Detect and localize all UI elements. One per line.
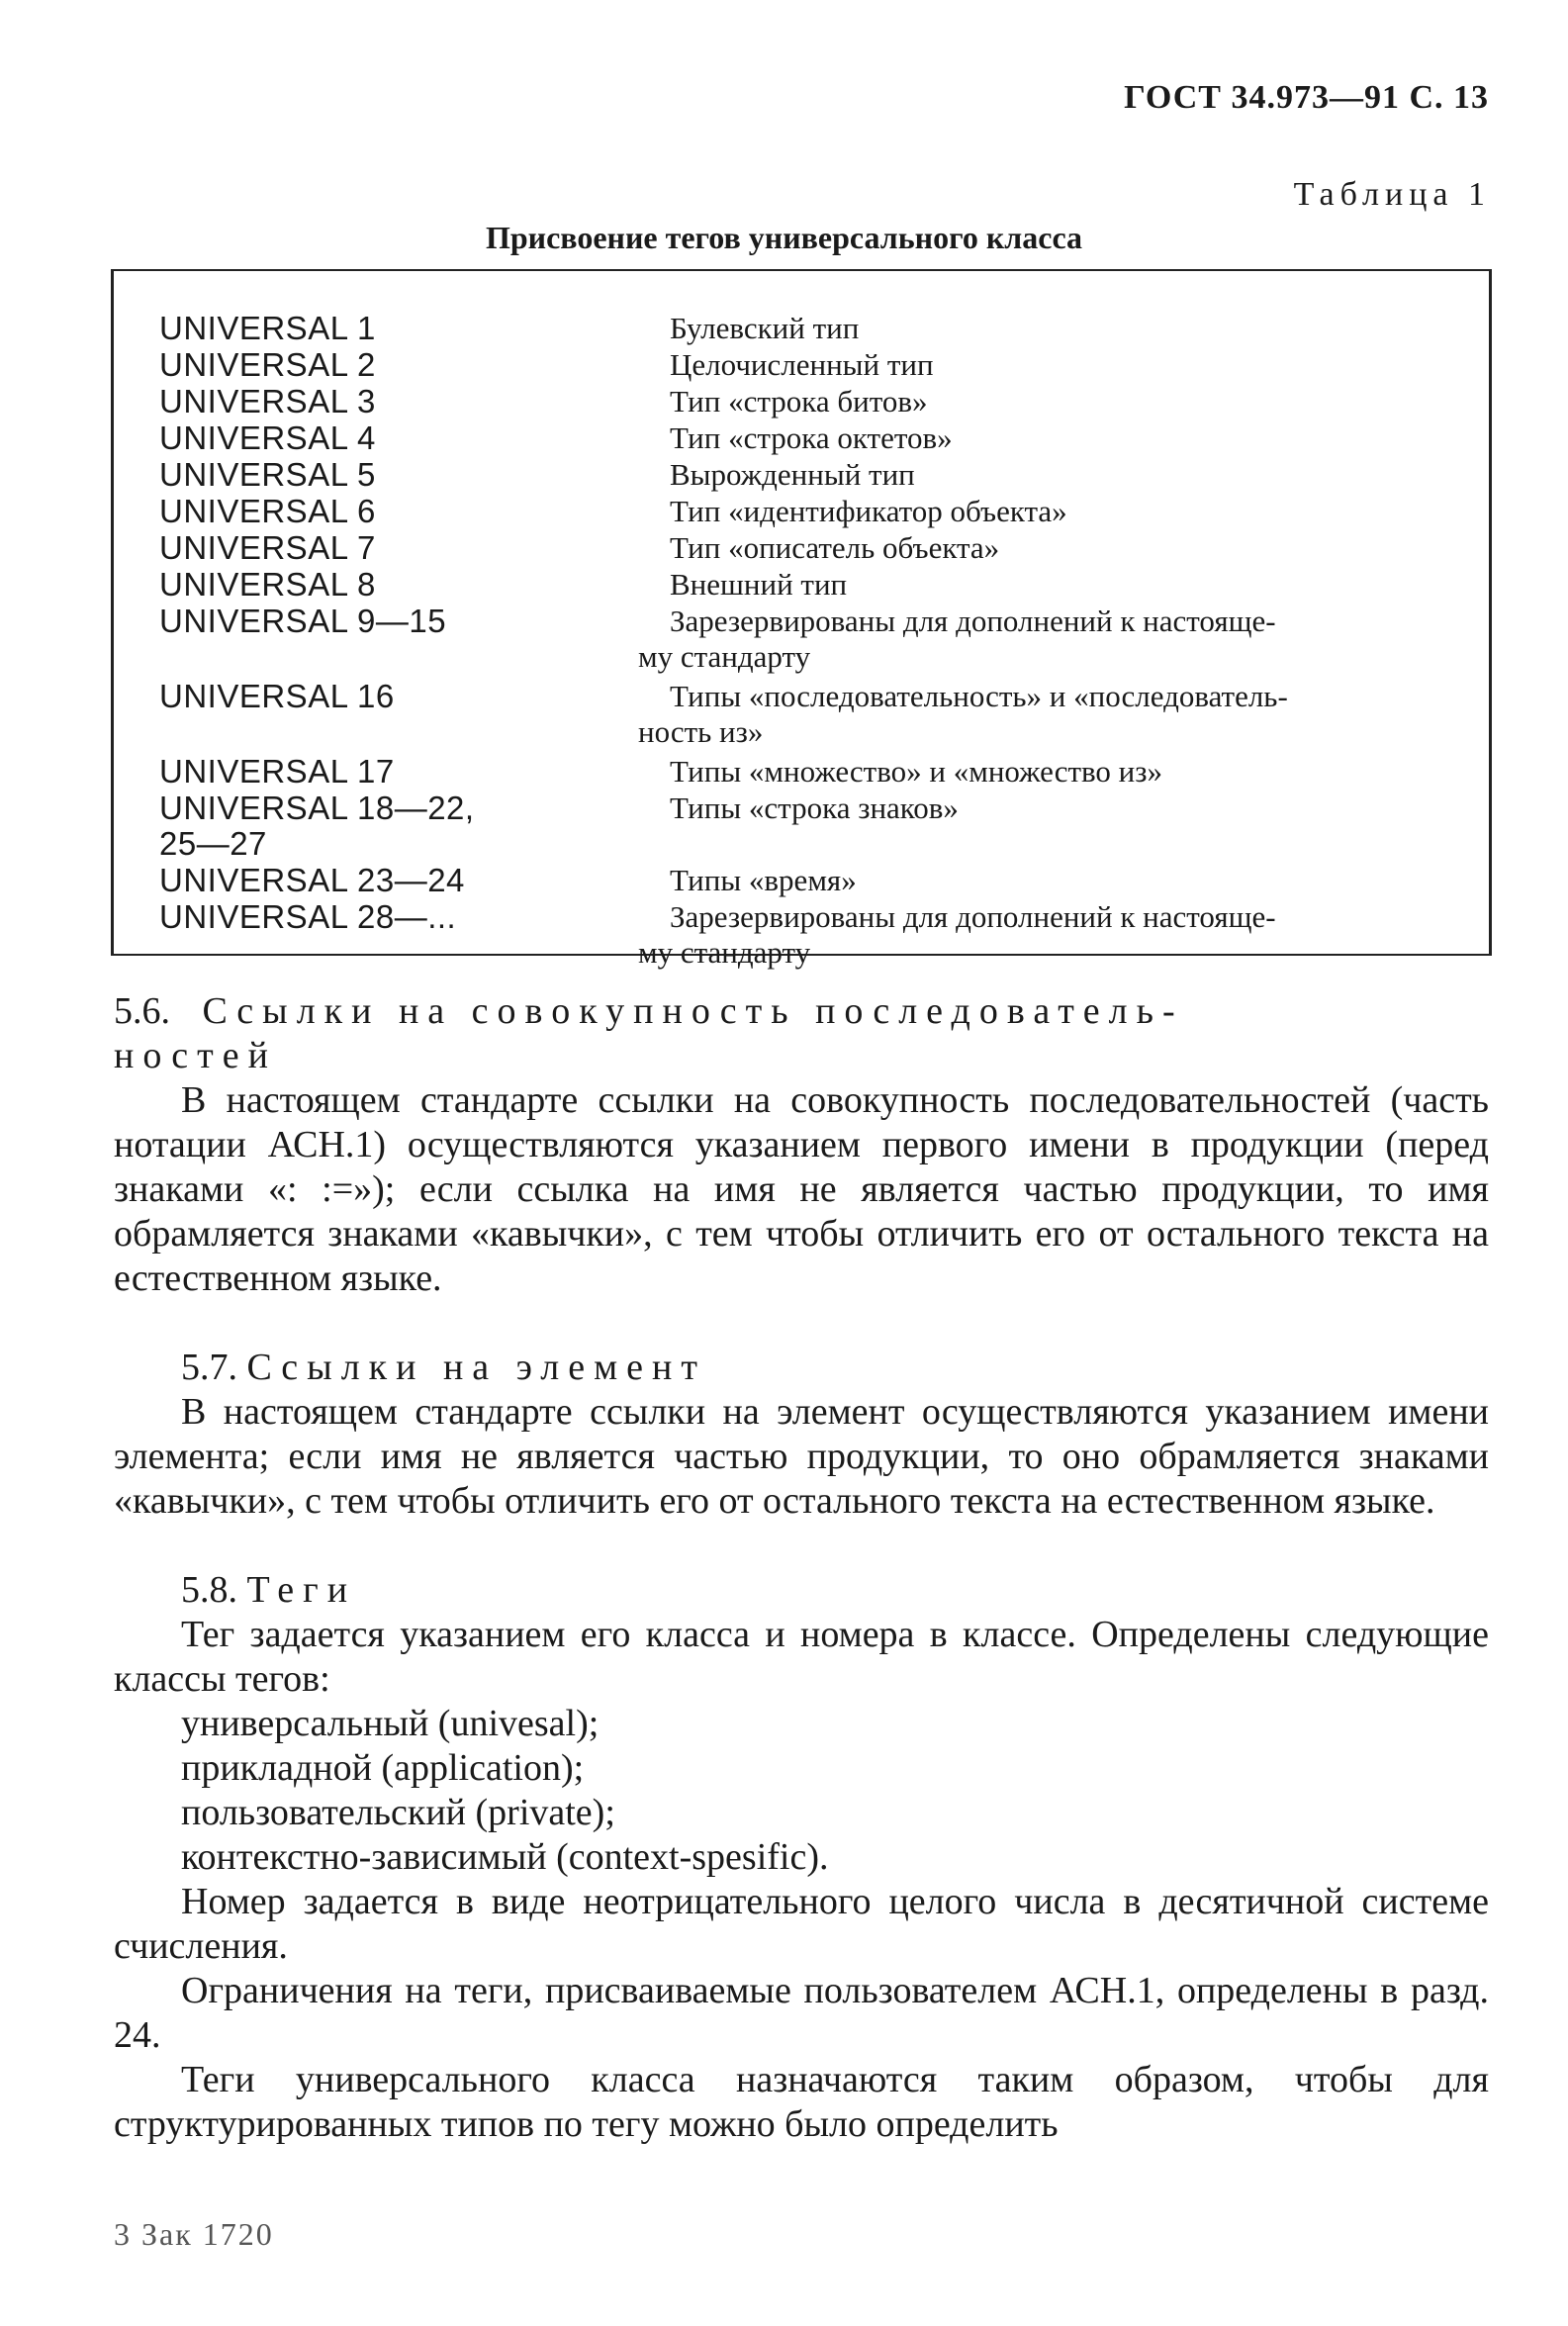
section-5-8-intro: Тег задается указанием его класса и номера в классе. Определены следующие классы тегов:	[114, 1614, 1489, 1700]
section-5-8-universal-paragraph: Теги универсального класса назначаются таким образом, чтобы для структурированных типов по тегу можно было определить	[114, 2059, 1489, 2145]
type-description: Тип «описатель объекта»	[670, 530, 1000, 565]
tag-class-context-specific: контекстно-зависимый (context-spesific).	[181, 1836, 829, 1878]
table-label: Таблица 1	[1293, 176, 1491, 213]
type-description-continuation: му стандарту	[638, 639, 811, 674]
universal-tag-code-continuation: 25—27	[159, 825, 267, 862]
tag-class-private: пользовательский (private);	[181, 1792, 615, 1833]
tag-table	[111, 269, 1492, 970]
universal-tag-code: UNIVERSAL 7	[159, 529, 376, 566]
page-header: ГОСТ 34.973—91 С. 13	[1124, 79, 1489, 116]
type-description: Внешний тип	[670, 567, 848, 602]
universal-tag-code: UNIVERSAL 9—15	[159, 603, 447, 639]
universal-tag-code: UNIVERSAL 23—24	[159, 862, 465, 898]
type-description: Тип «идентификатор объекта»	[670, 494, 1067, 528]
type-description: Вырожденный тип	[670, 457, 915, 492]
universal-tag-code: UNIVERSAL 3	[159, 383, 376, 419]
universal-tag-code: UNIVERSAL 1	[159, 310, 376, 346]
type-description: Типы «строка знаков»	[670, 791, 959, 825]
universal-tag-code: UNIVERSAL 2	[159, 346, 376, 383]
section-5-6-heading: 5.6. Ссылки на совокупность последователь- ностей	[114, 990, 1184, 1076]
type-description: Типы «время»	[670, 863, 857, 897]
type-description-continuation: ность из»	[638, 714, 764, 749]
universal-tag-code: UNIVERSAL 4	[159, 419, 376, 456]
section-5-7-body: В настоящем стандарте ссылки на элемент осуществляются указанием имени элемента; если имя не является частью продукции, то оно обрамляется знаками «кавычки», с тем чтобы отличить его от остального текста на естественном языке.	[114, 1391, 1489, 1522]
universal-tag-code: UNIVERSAL 28—...	[159, 898, 457, 935]
section-5-6-body: В настоящем стандарте ссылки на совокупность последовательностей (часть нотации АСН.1) осуществляются указанием первого имени в продукции (перед знаками «: :=»); если ссылка на имя не является частью продукции, то имя обрамляется знаками «кавычки», с тем чтобы отличить его от остального текста на естественном языке.	[114, 1079, 1489, 1299]
type-description: Тип «строка битов»	[670, 384, 928, 419]
type-description: Зарезервированы для дополнений к настояще-	[670, 604, 1276, 638]
type-description: Зарезервированы для дополнений к настояще-	[670, 899, 1276, 934]
section-5-8-heading: 5.8. Теги	[181, 1569, 357, 1611]
table-title: Присвоение тегов универсального класса	[485, 220, 1083, 255]
footer-note: 3 Зак 1720	[114, 2216, 274, 2252]
section-5-8-constraints-paragraph: Ограничения на теги, присваиваемые пользователем АСН.1, определены в разд. 24.	[114, 1970, 1489, 2056]
tag-class-application: прикладной (application);	[181, 1747, 585, 1789]
universal-tag-code: UNIVERSAL 5	[159, 456, 376, 493]
type-description: Типы «последовательность» и «последователь-	[670, 679, 1288, 713]
universal-tag-code: UNIVERSAL 18—22,	[159, 790, 475, 826]
type-description: Булевский тип	[670, 311, 860, 345]
universal-tag-code: UNIVERSAL 17	[159, 753, 395, 790]
type-description: Тип «строка октетов»	[670, 420, 953, 455]
type-description: Типы «множество» и «множество из»	[670, 754, 1163, 789]
section-5-8-number-paragraph: Номер задается в виде неотрицательного целого числа в десятичной системе счисления.	[114, 1881, 1489, 1967]
type-description-continuation: му стандарту	[638, 935, 811, 970]
universal-tag-code: UNIVERSAL 8	[159, 566, 376, 603]
universal-tag-code: UNIVERSAL 16	[159, 678, 395, 714]
universal-tag-code: UNIVERSAL 6	[159, 493, 376, 529]
type-description: Целочисленный тип	[670, 347, 934, 382]
tag-class-universal: универсальный (univesal);	[181, 1703, 600, 1744]
section-5-7-heading: 5.7. Ссылки на элемент	[181, 1347, 706, 1388]
